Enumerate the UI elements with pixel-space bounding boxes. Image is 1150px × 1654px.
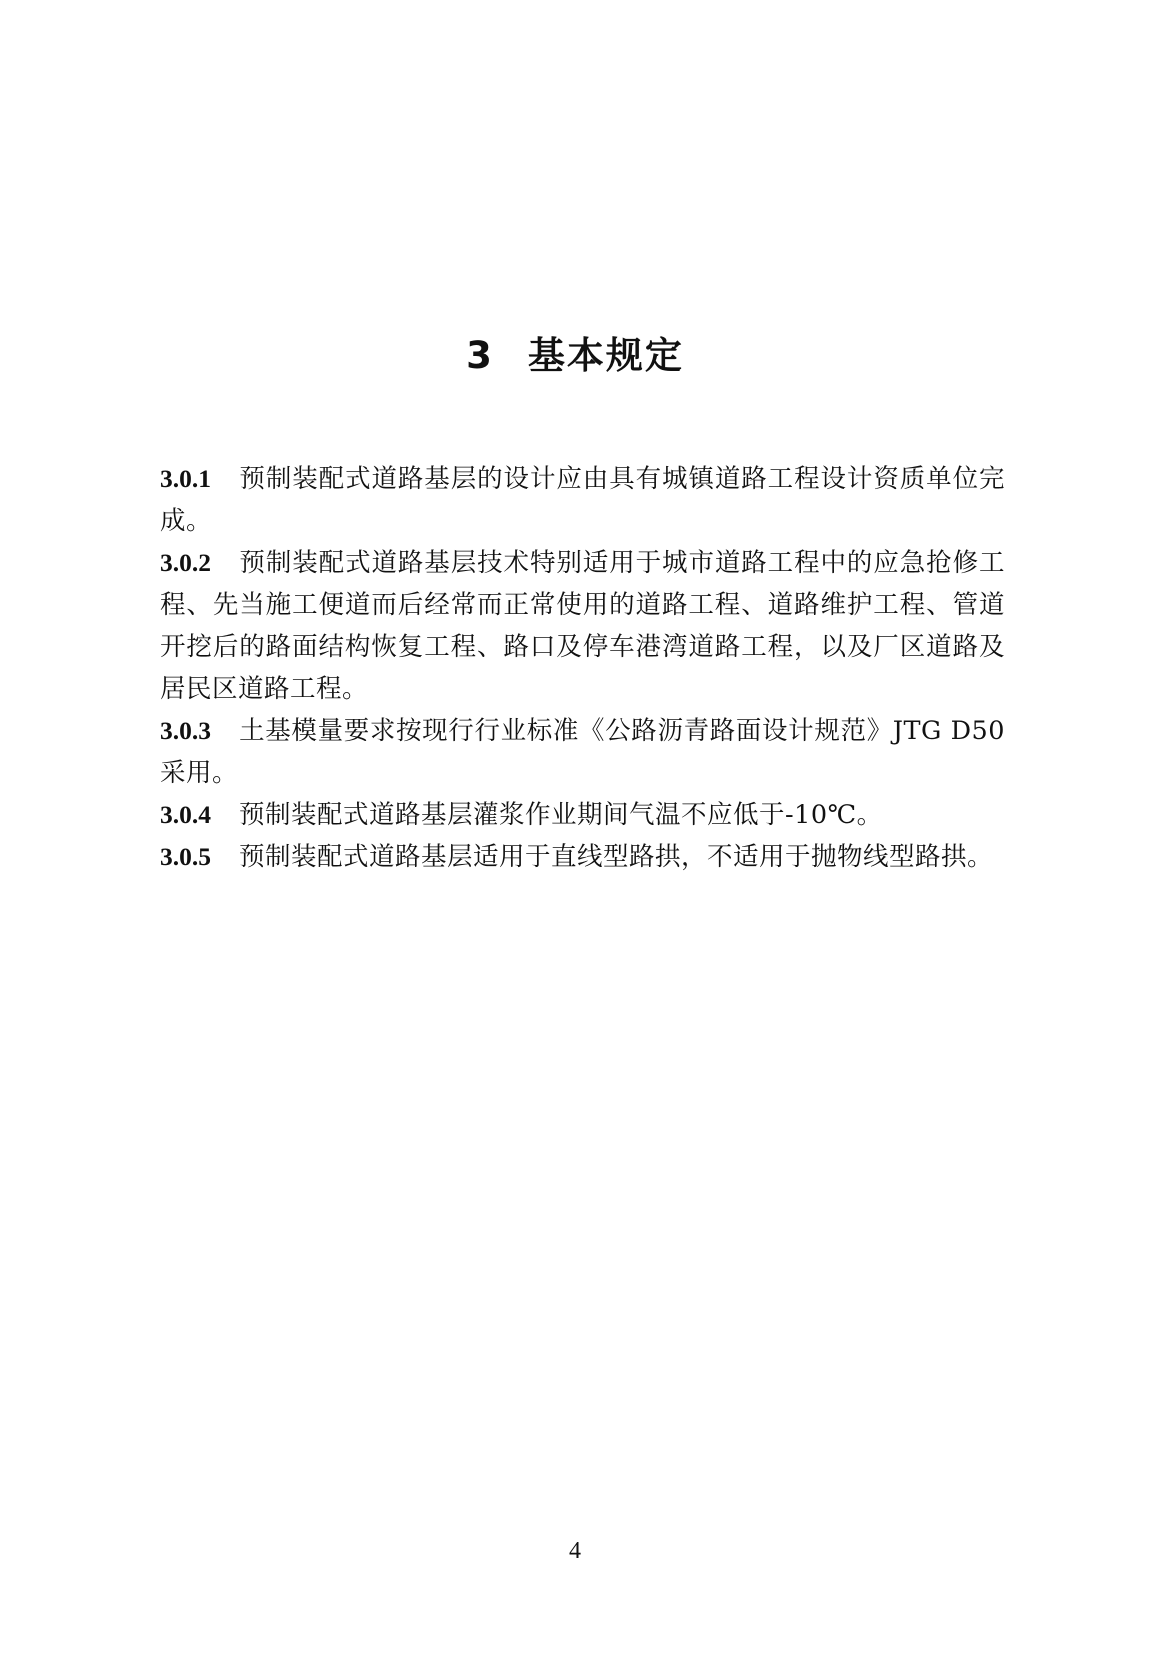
clause-number: 3.0.1 bbox=[160, 464, 211, 493]
clause-text: 预制装配式道路基层的设计应由具有城镇道路工程设计资质单位完成。 bbox=[160, 464, 1005, 536]
clause-text: 预制装配式道路基层技术特别适用于城市道路工程中的应急抢修工程、先当施工便道而后经常而正常使用的道路工程、道路维护工程、管道开挖后的路面结构恢复工程、路口及停车港湾道路工程，以及厂区道路及居民区道路工程。 bbox=[160, 548, 1005, 704]
clause-3-0-2 bbox=[160, 542, 1005, 710]
clause-number: 3.0.3 bbox=[160, 716, 211, 745]
clause-text: 预制装配式道路基层灌浆作业期间气温不应低于-10℃。 bbox=[239, 800, 883, 830]
clause-list bbox=[160, 458, 1005, 878]
chapter-title bbox=[0, 333, 1150, 377]
clause-number: 3.0.4 bbox=[160, 800, 211, 829]
clause-3-0-1 bbox=[160, 458, 1005, 542]
clause-3-0-4 bbox=[160, 794, 1005, 836]
clause-3-0-3 bbox=[160, 710, 1005, 794]
chapter-name: 基本规定 bbox=[527, 333, 684, 377]
clause-number: 3.0.5 bbox=[160, 842, 211, 871]
clause-3-0-5 bbox=[160, 836, 1005, 878]
clause-text: 土基模量要求按现行行业标准《公路沥青路面设计规范》JTG D50 采用。 bbox=[160, 716, 1005, 788]
clause-text: 预制装配式道路基层适用于直线型路拱，不适用于抛物线型路拱。 bbox=[239, 842, 994, 872]
page-number: 4 bbox=[569, 1538, 581, 1564]
clause-number: 3.0.2 bbox=[160, 548, 211, 577]
chapter-number: 3 bbox=[466, 333, 494, 377]
